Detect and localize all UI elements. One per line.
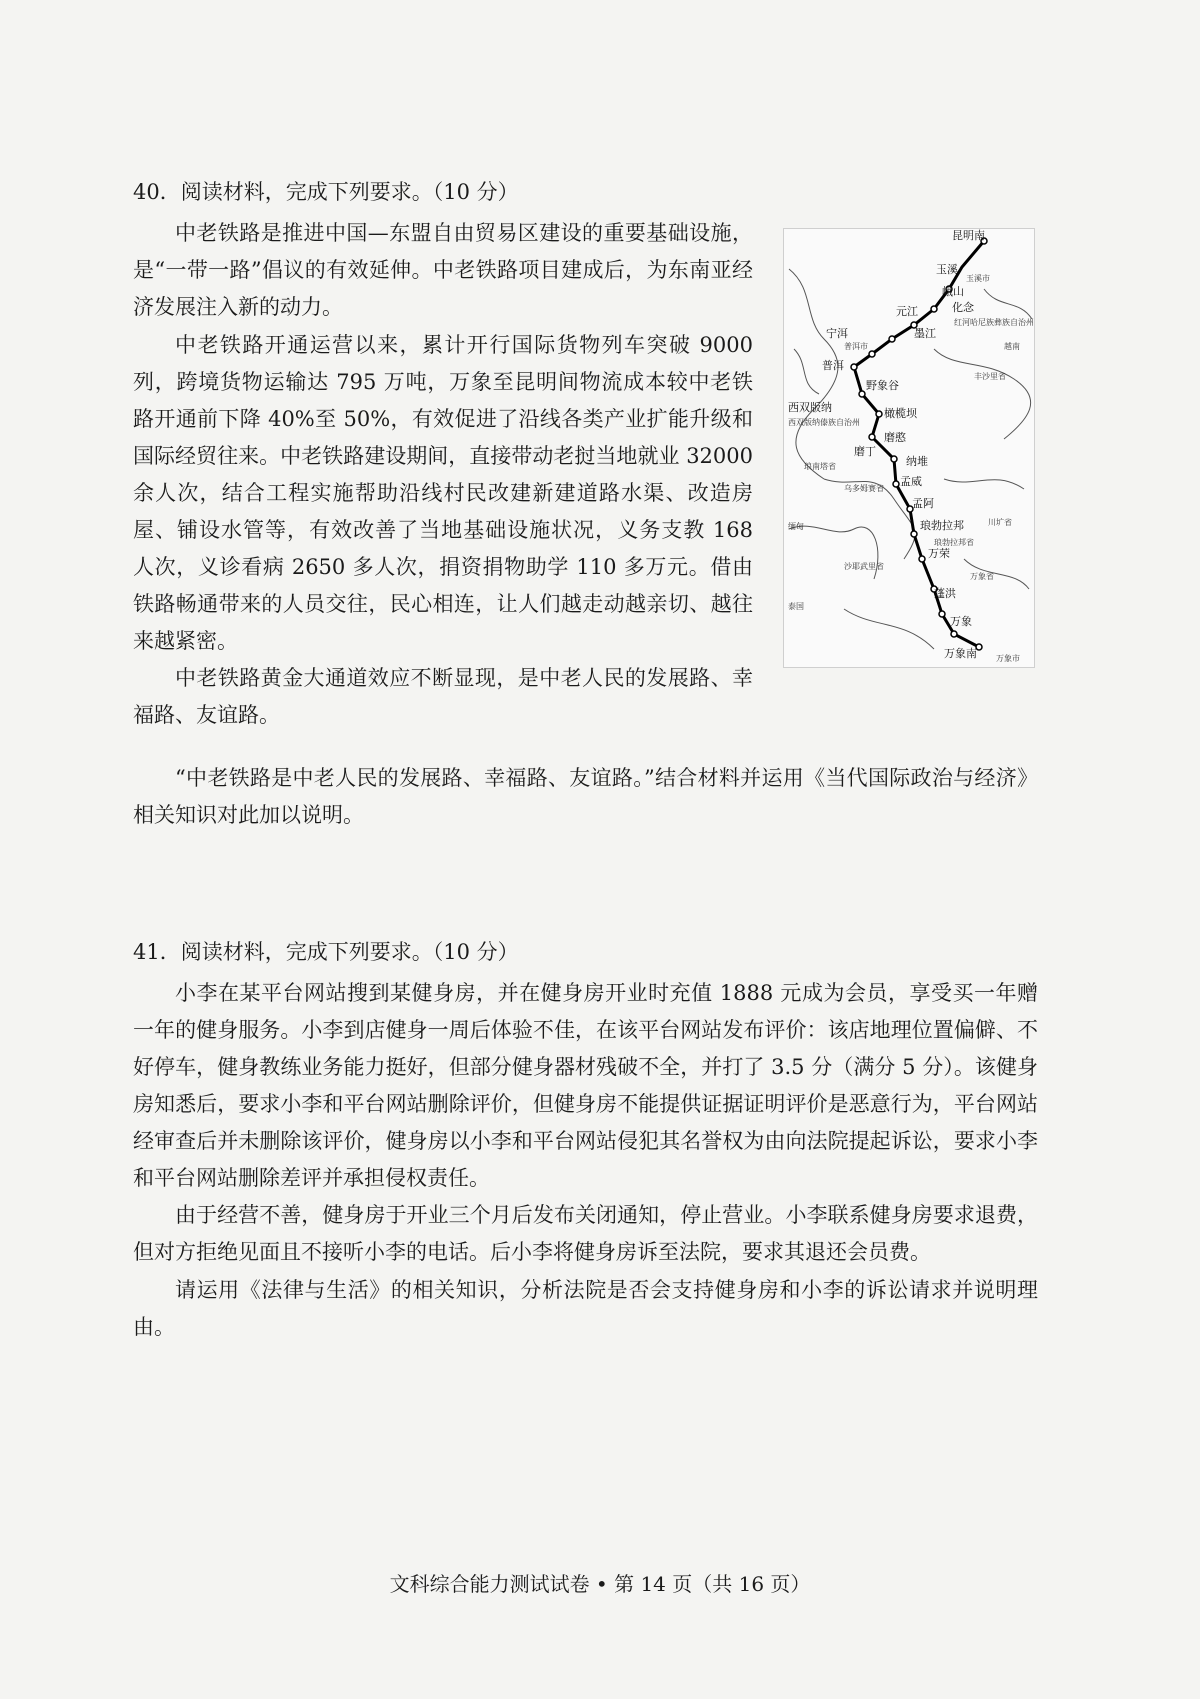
- question-41-heading: 41．阅读材料，完成下列要求。（10 分）: [133, 940, 519, 964]
- region-label-yuxi-city: 玉溪市: [966, 274, 990, 283]
- station-label-muang-xai: 孟威: [900, 475, 922, 488]
- station-marker: [859, 391, 865, 397]
- region-label-vientiane-city: 万象市: [996, 654, 1020, 663]
- station-label-luang-prabang: 琅勃拉邦: [920, 519, 964, 532]
- region-label-xishuangbanna-prefecture: 西双版纳傣族自治州: [788, 418, 860, 427]
- question-40-heading: 40．阅读材料，完成下列要求。（10 分）: [133, 180, 519, 204]
- station-label-ninger: 宁洱: [826, 327, 848, 340]
- station-marker: [939, 611, 945, 617]
- station-label-vang-vieng: 万荣: [928, 547, 950, 560]
- question-40-paragraph-1: 中老铁路是推进中国—东盟自由贸易区建设的重要基础设施，是“一带一路”倡议的有效延伸。中老铁路项目建成后，为东南亚经济发展注入新的动力。: [133, 221, 753, 319]
- region-label-thailand: 泰国: [788, 602, 804, 611]
- station-label-xishuangbanna: 西双版纳: [788, 401, 832, 414]
- region-label-phongsaly: 丰沙里省: [974, 372, 1006, 381]
- china-laos-railway-map: [783, 228, 1035, 668]
- region-label-oudomxay: 乌多姆赛省: [844, 484, 884, 493]
- region-label-honghe: 红河哈尼族彝族自治州: [954, 318, 1034, 327]
- station-label-mojiang: 墨江: [914, 327, 936, 340]
- region-label-sayaboury: 沙耶武里省: [844, 562, 884, 571]
- station-label-yuxi: 玉溪: [936, 263, 958, 276]
- station-marker: [891, 456, 897, 462]
- question-41-paragraph-2: 由于经营不善，健身房于开业三个月后发布关闭通知，停止营业。小李联系健身房要求退费，但对方拒绝见面且不接听小李的电话。后小李将健身房诉至法院，要求其退还会员费。: [133, 1203, 1038, 1264]
- station-label-boten: 磨丁: [854, 445, 876, 458]
- region-label-luang-namtha: 琅南塔省: [804, 462, 836, 471]
- station-marker: [919, 556, 925, 562]
- question-40-paragraph-3: 中老铁路黄金大通道效应不断显现，是中老人民的发展路、幸福路、友谊路。: [133, 666, 753, 727]
- station-label-huanian: 化念: [952, 301, 974, 314]
- question-40-paragraph-2: 中老铁路开通运营以来，累计开行国际货物列车突破 9000 列，跨境货物运输达 795 万吨，万象至昆明间物流成本较中老铁路开通前下降 40%至 50%，有效促进了沿线各类产业扩能升级和国际经贸往来。中老铁路建设期间，直接带动老挝当地就业 32000 余人次，结合工程实施帮助沿线村民改建新建道路水渠、改造房屋、铺设水管等，有效改善了当地基础设施状况，义务支教 168 人次，义诊看病 2650 多人次，捐资捐物助学 110 多万元。借由铁路畅通带来的人员交往，民心相连，让人们越走动越亲切、越往来越紧密。: [133, 333, 753, 653]
- station-label-muang-nga: 孟阿: [912, 497, 934, 510]
- region-label-xiangkhouang: 川圹省: [988, 518, 1012, 527]
- railway-map-svg: [784, 229, 1034, 667]
- station-label-mohan: 磨憨: [884, 431, 906, 444]
- region-label-myanmar: 缅甸: [788, 522, 804, 531]
- station-label-ganlanba: 橄榄坝: [884, 407, 917, 420]
- page-footer: 文科综合能力测试试卷 • 第 14 页（共 16 页）: [389, 1572, 811, 1596]
- station-label-puer: 普洱: [822, 359, 844, 372]
- region-label-vietnam: 越南: [1004, 342, 1020, 351]
- question-41-paragraph-1: 小李在某平台网站搜到某健身房，并在健身房开业时充值 1888 元成为会员，享受买一年赠一年的健身服务。小李到店健身一周后体验不佳，在该平台网站发布评价：该店地理位置偏僻、不好停车，健身教练业务能力挺好，但部分健身器材残破不全，并打了 3.5 分（满分 5 分）。该健身房知悉后，要求小李和平台网站删除评价，但健身房不能提供证据证明评价是恶意行为，平台网站经审查后并未删除该评价，健身房以小李和平台网站侵犯其名誉权为由向法院提起诉讼，要求小李和平台网站删除差评并承担侵权责任。: [133, 981, 1038, 1190]
- station-label-natuei: 纳堆: [906, 455, 928, 468]
- station-marker: [893, 481, 899, 487]
- station-label-eshan: 峨山: [942, 285, 964, 298]
- region-label-luang-prabang-province: 琅勃拉邦省: [934, 538, 974, 547]
- region-label-vientiane-province: 万象省: [970, 572, 994, 581]
- station-marker: [889, 336, 895, 342]
- station-marker: [869, 434, 875, 440]
- region-label-puer-city: 普洱市: [844, 342, 868, 351]
- station-marker: [876, 411, 882, 417]
- station-label-vientiane: 万象: [950, 615, 972, 628]
- station-label-kunming-south: 昆明南: [952, 229, 985, 242]
- station-marker: [851, 364, 857, 370]
- station-label-phonhong: 蓬洪: [934, 587, 956, 600]
- station-marker: [911, 531, 917, 537]
- station-marker: [869, 351, 875, 357]
- question-40-task: “中老铁路是中老人民的发展路、幸福路、友谊路。”结合材料并运用《当代国际政治与经济》相关知识对此加以说明。: [133, 766, 1038, 827]
- question-41-task: 请运用《法律与生活》的相关知识，分析法院是否会支持健身房和小李的诉讼请求并说明理由。: [133, 1278, 1038, 1339]
- station-label-vientiane-south: 万象南: [944, 647, 977, 660]
- station-markers: [851, 238, 987, 650]
- station-marker: [931, 306, 937, 312]
- station-marker: [951, 631, 957, 637]
- station-label-yuanjiang: 元江: [896, 305, 918, 318]
- station-label-wild-elephant-valley: 野象谷: [866, 379, 899, 392]
